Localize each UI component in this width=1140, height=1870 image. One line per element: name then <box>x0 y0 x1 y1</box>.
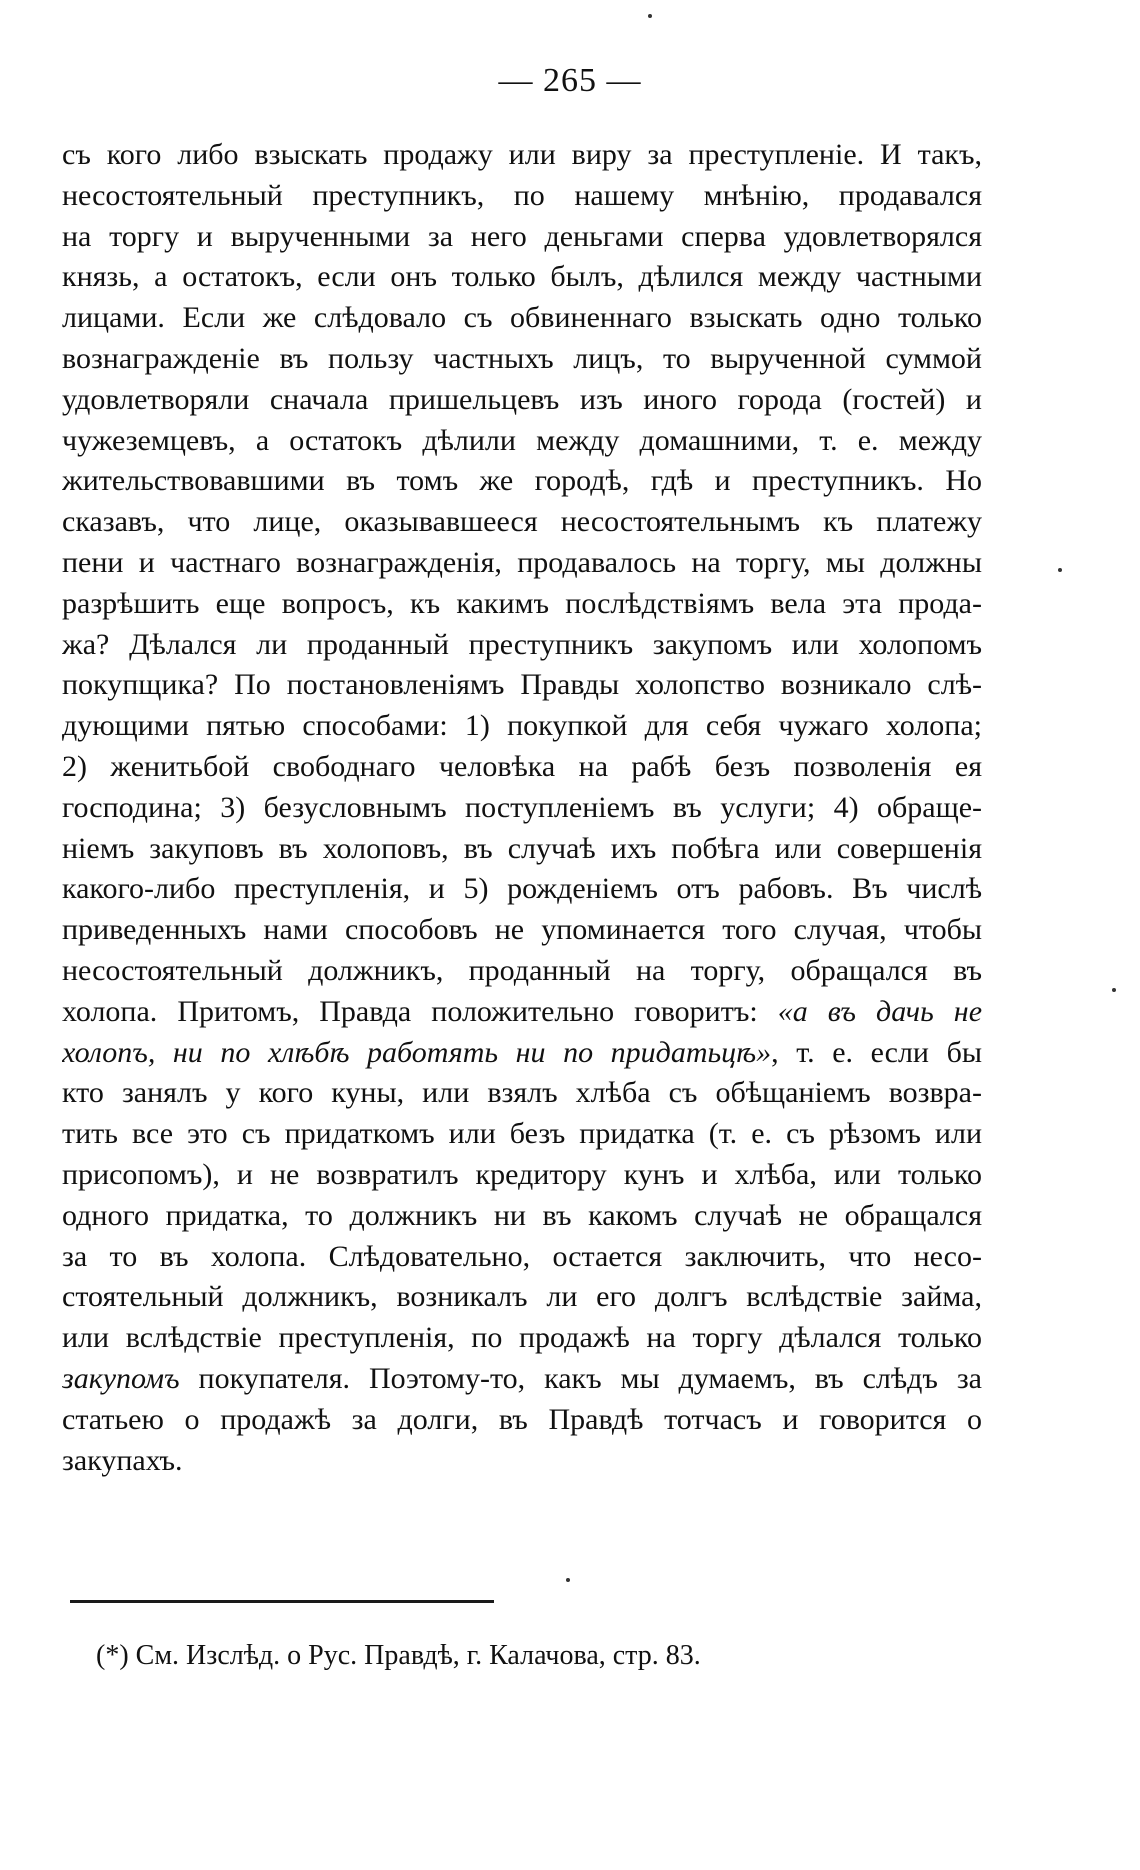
text-line: съ кого либо взыскать продажу или виру за преступленіе. И такъ, <box>62 138 982 171</box>
text-line: стоятельный должникъ, возникалъ ли его долгъ вслѣдствіе займа, <box>62 1280 982 1314</box>
text-line: одного придатка, то должникъ ни въ какомъ случаѣ не обращался <box>62 1198 982 1232</box>
text-line: князь, а остатокъ, если онъ только былъ, дѣлился между частными <box>62 260 982 294</box>
italic-quote: холопъ, ни по хлѣбѣ работять ни по придатьцѣ» <box>62 1035 772 1069</box>
text-line: какого-либо преступленія, и 5) рожденіемъ отъ рабовъ. Въ числѣ <box>62 872 982 906</box>
italic-quote: «а въ дачь не <box>777 994 982 1028</box>
print-speck <box>648 14 652 18</box>
text-line: на торгу и вырученными за него деньгами сперва удовлетворялся <box>62 219 982 253</box>
text-line: несостоятельный преступникъ, по нашему мнѣнію, продавался <box>62 178 982 212</box>
text-line: или вслѣдствіе преступленія, по продажѣ на торгу дѣлался только <box>62 1321 982 1355</box>
text-line: за то въ холопа. Слѣдовательно, остается заключить, что несо- <box>62 1239 982 1273</box>
text-line: лицами. Если же слѣдовало съ обвиненнаго взыскать одно только <box>62 301 982 335</box>
text-line: пени и частнаго вознагражденія, продавалось на торгу, мы должны <box>62 545 982 579</box>
text-line: сказавъ, что лице, оказывавшееся несостоятельнымъ къ платежу <box>62 505 982 539</box>
text-run: покупателя. Поэтому-то, какъ мы думаемъ, въ слѣдъ за <box>179 1361 982 1395</box>
page-number: — 265 — <box>498 62 642 99</box>
text-line: закупахъ. <box>62 1443 183 1477</box>
italic-quote: закупомъ <box>62 1361 180 1395</box>
text-line: ніемъ закуповъ въ холоповъ, въ случаѣ ихъ побѣга или совершенія <box>62 831 982 865</box>
text-line: статьею о продажѣ за долги, въ Правдѣ тотчасъ и говорится о <box>62 1402 982 1436</box>
print-speck <box>566 1578 570 1582</box>
text-line: 2) женитьбой свободнаго человѣка на рабѣ безъ позволенія ея <box>62 749 982 783</box>
text-line: удовлетворяли сначала пришельцевъ изъ иного города (гостей) и <box>62 382 982 416</box>
text-line: чужеземцевъ, а остатокъ дѣлили между домашними, т. е. между <box>62 423 982 457</box>
text-line: вознагражденіе въ пользу частныхъ лицъ, то вырученной суммой <box>62 341 982 375</box>
text-line: кто занялъ у кого куны, или взялъ хлѣба съ обѣщаніемъ возвра- <box>62 1076 982 1110</box>
text-run: , т. е. если бы <box>771 1035 982 1069</box>
text-line: покупщика? По постановленіямъ Правды холопство возникало слѣ- <box>62 668 982 702</box>
text-line: приведенныхъ нами способовъ не упоминается того случая, чтобы <box>62 913 982 947</box>
body-text <box>62 135 982 1481</box>
text-line: жа? Дѣлался ли проданный преступникъ закупомъ или холопомъ <box>62 627 982 661</box>
text-run: холопа. Притомъ, Правда положительно говоритъ: <box>62 994 778 1028</box>
print-speck <box>1112 988 1116 992</box>
text-line <box>62 1033 982 1074</box>
text-line: присопомъ), и не возвратилъ кредитору кунъ и хлѣба, или только <box>62 1157 982 1191</box>
text-line: дующими пятью способами: 1) покупкой для себя чужаго холопа; <box>62 709 982 743</box>
text-line <box>62 992 982 1033</box>
text-line: жительствовавшими въ томъ же городѣ, гдѣ и преступникъ. Но <box>62 464 982 498</box>
text-line: несостоятельный должникъ, проданный на торгу, обращался въ <box>62 953 982 987</box>
footnote-rule <box>70 1600 494 1603</box>
print-speck <box>1058 568 1062 572</box>
text-line: тить все это съ придаткомъ или безъ придатка (т. е. съ рѣзомъ или <box>62 1117 982 1151</box>
footnote: (*) См. Изслѣд. о Рус. Правдѣ, г. Калачова, стр. 83. <box>96 1640 701 1671</box>
text-line: господина; 3) безусловнымъ поступленіемъ въ услуги; 4) обраще- <box>62 790 982 824</box>
text-line <box>62 1359 982 1400</box>
text-line: разрѣшить еще вопросъ, къ какимъ послѣдствіямъ вела эта прода- <box>62 586 982 620</box>
